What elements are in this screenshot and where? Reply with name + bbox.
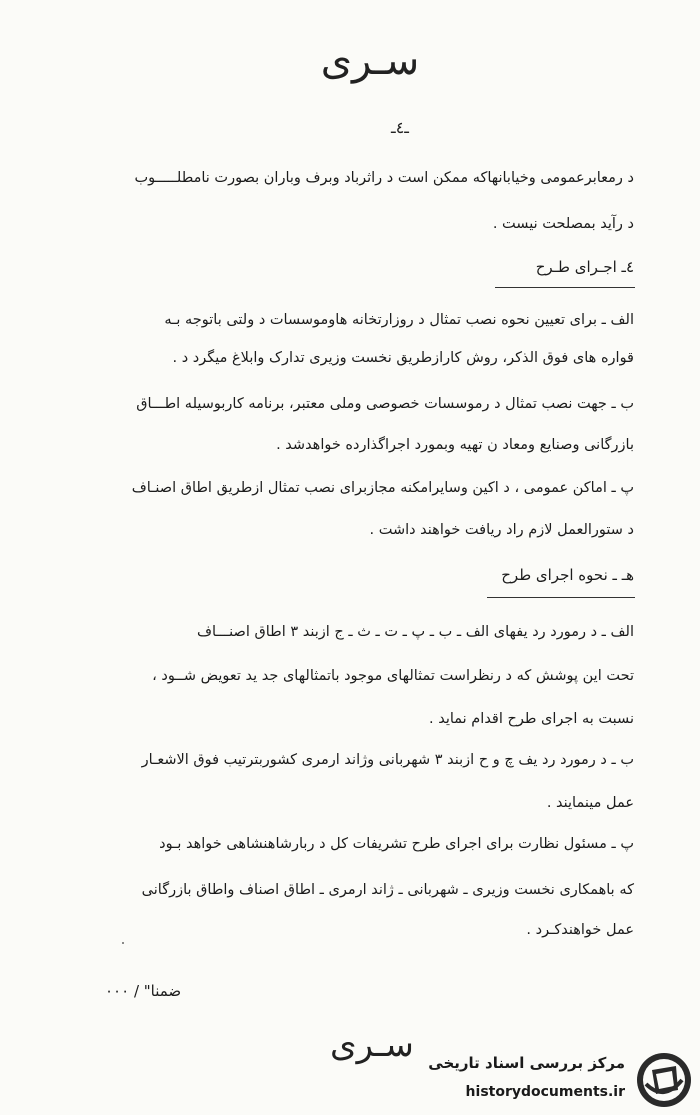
body-line: ب ـ جهت نصب تمثال د رموسسات خصوصی وملی معتبر، برنامه کاربوسیله اطـــاق <box>136 396 634 412</box>
classification-footer: سـری <box>330 1025 414 1065</box>
body-line: الف ـ د رمورد رد یفهای الف ـ ب ـ پ ـ ت ـ ث ـ ج ازبند ٣ اطاق اصنـــاف <box>196 624 634 640</box>
section-heading: ٤ـ اجـرای طـرح <box>535 258 634 276</box>
body-line: عمل مینمایند . <box>546 795 634 811</box>
heading-underline <box>495 287 635 288</box>
body-line: ب ـ د رمورد رد یف چ و ح ازبند ٣ شهربانی وژاند ارمری کشوربترتیب فوق الاشعـار <box>141 752 634 768</box>
watermark <box>415 1040 700 1115</box>
body-line: تحت این پوشش که د رنظراست تمثالهای موجود باتمثالهای جد ید تعویض شــود ، <box>152 668 634 684</box>
speck <box>122 942 124 944</box>
body-line: عمل خواهندکـرد . <box>526 922 634 938</box>
body-line: پ ـ اماکن عمومی ، د اکین وسایرامکنه مجازبرای نصب تمثال ازطریق اطاق اصنـاف <box>131 480 634 496</box>
body-line: الف ـ برای تعیین نحوه نصب تمثال د روزارتخانه هاوموسسات د ولتی باتوجه بـه <box>164 312 634 328</box>
classification-header: سـری <box>320 38 420 84</box>
body-line: د رمعابرعمومی وخیابانهاکه ممکن است د راثرباد وبرف وباران بصورت نامطلـــــوب <box>134 170 634 186</box>
body-line: د ستورالعمل لازم راد ریافت خواهند داشت . <box>369 522 634 538</box>
section-heading: هـ ـ نحوه اجرای طرح <box>501 566 634 584</box>
body-line: پ ـ مسئول نظارت برای اجرای طرح تشریفات کل د ربارشاهنشاهی خواهد بـود <box>159 836 634 852</box>
watermark-url: historydocuments.ir <box>465 1084 625 1100</box>
watermark-title: مرکز بررسی اسناد تاریخی <box>428 1054 625 1072</box>
page-number: ـ٤ـ <box>391 118 409 137</box>
heading-underline <box>487 597 635 598</box>
body-line: بازرگانی وصنایع ومعاد ن تهیه وبمورد اجراگذارده خواهدشد . <box>276 437 634 453</box>
archive-logo-icon <box>634 1050 694 1110</box>
body-line: قواره های فوق الذکر، روش کارازطریق نخست وزیری تدارک وابلاغ میگرد د . <box>172 350 634 366</box>
body-line: که باهمکاری نخست وزیری ـ شهربانی ـ ژاند ارمری ـ اطاق اصناف واطاق بازرگانی <box>141 882 634 898</box>
enclosure-note: ضمنا" / ٠٠٠ <box>105 982 182 1000</box>
body-line: د رآید بمصلحت نیست . <box>492 216 634 232</box>
body-line: نسبت به اجرای طرح اقدام نماید . <box>429 711 634 727</box>
